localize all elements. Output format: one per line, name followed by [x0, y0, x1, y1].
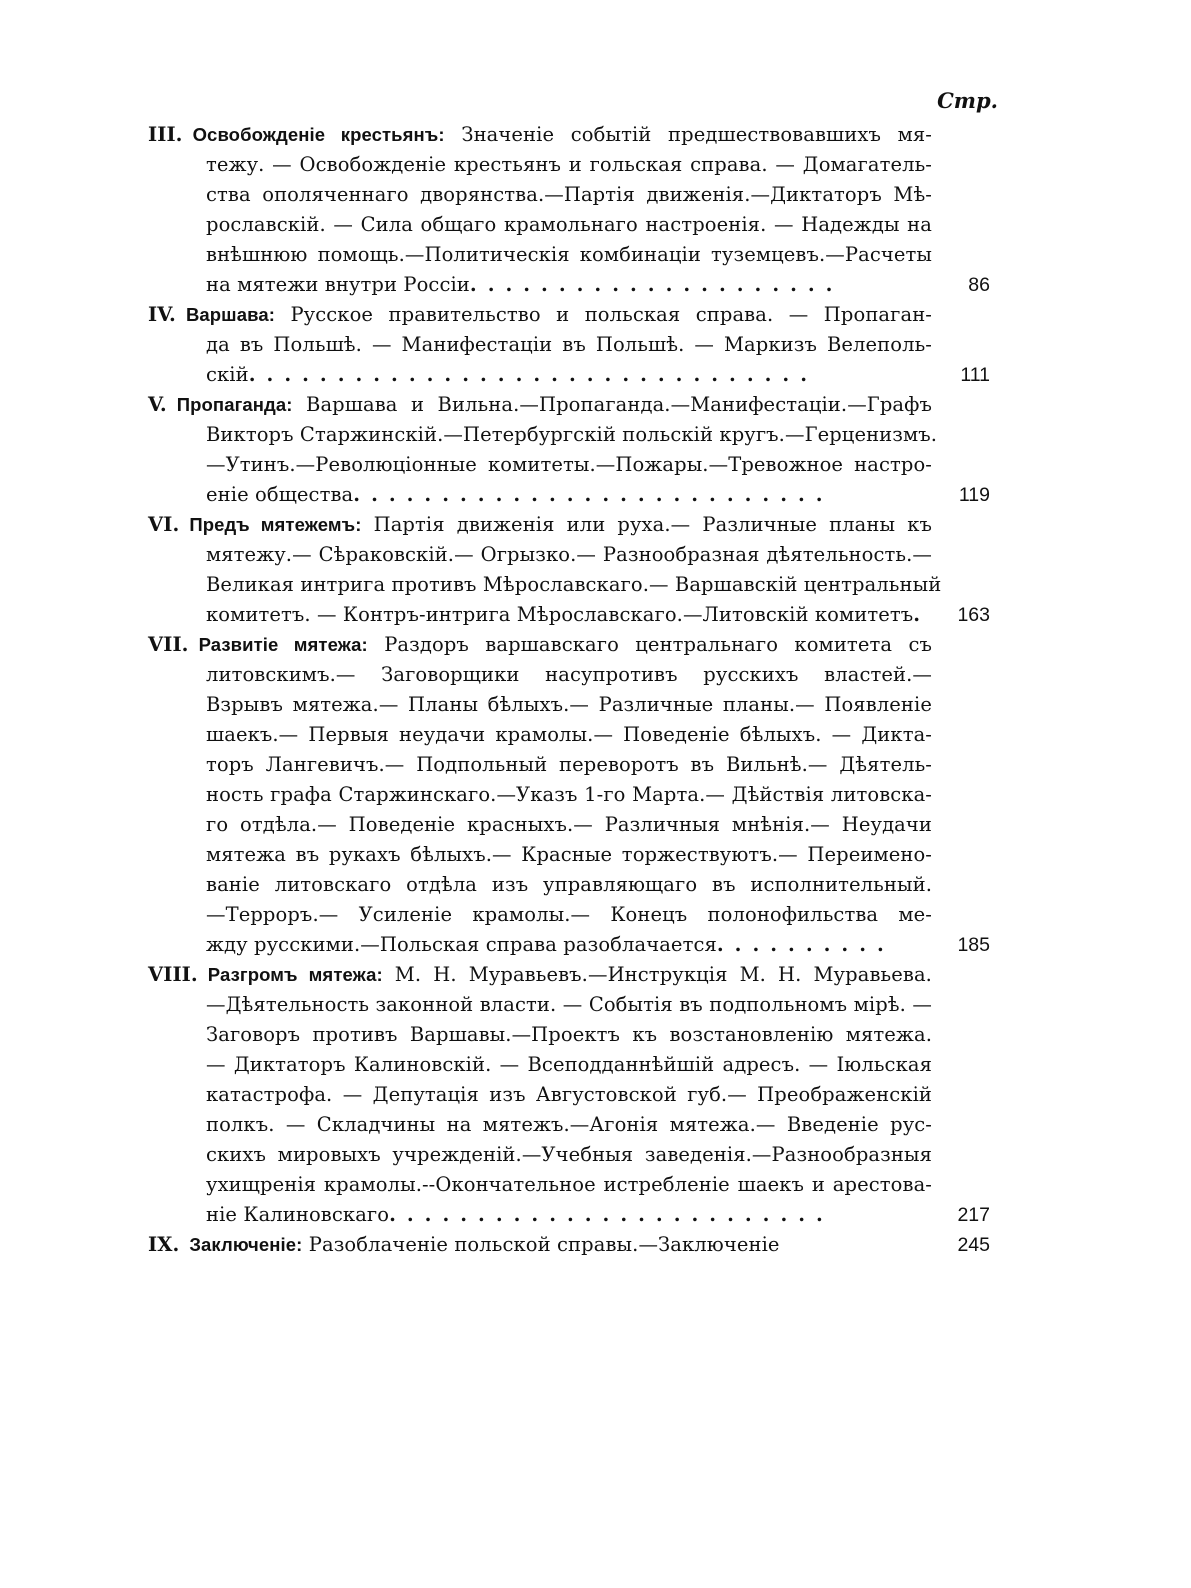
chapter-summary-line: ваніе литовскаго отдѣла изъ управляющаго въ исполнительный. — [206, 873, 932, 896]
toc-entry-first-line — [148, 120, 932, 150]
chapter-summary-line: ухищренія крамолы.--Окончательное истребленіе шаекъ и арестова- — [206, 1173, 932, 1196]
chapter-numeral: III. — [148, 123, 183, 146]
chapter-summary-line: еніе общества........................... — [206, 480, 932, 510]
chapter-summary-text: Раздоръ варшавскаго центральнаго комитета съ — [367, 633, 932, 656]
chapter-summary-line: —Терроръ.— Усиленіе крамолы.— Конецъ полонофильства ме- — [206, 903, 932, 926]
chapter-summary-text: Варшава и Вильна.—Пропаганда.—Манифестаціи.—Графъ — [292, 393, 932, 416]
chapter-summary-line: ніе Калиновскаго......................... — [206, 1200, 932, 1230]
toc-entry — [148, 1230, 990, 1260]
chapter-summary-line: Заговоръ противъ Варшавы.—Проектъ къ возстановленію мятежа. — [206, 1023, 932, 1046]
chapter-heading: Предъ мятежемъ: — [189, 514, 362, 535]
chapter-numeral: IV. — [148, 303, 176, 326]
toc-entry — [148, 300, 990, 390]
chapter-summary-line: мятежу.— Сѣраковскій.— Огрызко.— Разнообразная дѣятельность.— — [206, 543, 932, 566]
table-of-contents — [148, 120, 990, 1260]
toc-entry — [148, 960, 990, 1230]
toc-entry-first-line — [148, 300, 932, 330]
leader-dots: .......... — [716, 933, 895, 956]
page-number: 217 — [957, 1204, 990, 1226]
leader-dots: ........................... — [353, 483, 834, 506]
chapter-summary-line: мятежа въ рукахъ бѣлыхъ.— Красные торжествуютъ.— Переимено- — [206, 843, 932, 866]
chapter-summary-line: катастрофа. — Депутація изъ Августовской губ.— Преображенскій — [206, 1083, 932, 1106]
chapter-summary-line: внѣшнюю помощь.—Политическія комбинаціи туземцевъ.—Расчеты — [206, 243, 932, 266]
chapter-summary-line: Викторъ Старжинскій.—Петербургскій польскій кругъ.—Герценизмъ. — [206, 423, 938, 446]
leader-dots: ......................... — [389, 1203, 834, 1226]
chapter-summary-line: тежу. — Освобожденіе крестьянъ и гольская справа. — Домагатель- — [206, 153, 932, 176]
chapter-summary-line: —Утинъ.—Революціонные комитеты.—Пожары.—Тревожное настро- — [206, 453, 932, 476]
chapter-summary-line: Великая интрига противъ Мѣрославскаго.— Варшавскій центральный — [206, 573, 942, 596]
chapter-heading: Пропаганда: — [176, 394, 293, 415]
chapter-summary-line: на мятежи внутри Россіи..................... — [206, 270, 932, 300]
chapter-summary-line: комитетъ. — Контръ-интрига Мѣрославскаго.—Литовскій комитетъ. — [206, 600, 932, 630]
chapter-heading: Освобожденіе крестьянъ: — [192, 124, 445, 145]
chapter-summary-line: рославскій. — Сила общаго крамольнаго настроенія. — Надежды на — [206, 213, 932, 236]
chapter-summary-line: жду русскими.—Польская справа разоблачается.......... — [206, 930, 932, 960]
page-number: 245 — [957, 1234, 990, 1256]
chapter-heading: Заключеніе: — [189, 1234, 303, 1255]
toc-entry-first-line — [148, 510, 932, 540]
toc-entry — [148, 120, 990, 300]
chapter-summary-line: ства ополяченнаго дворянства.—Партія движенія.—Диктаторъ Мѣ- — [206, 183, 932, 206]
chapter-summary-line: скихъ мировыхъ учрежденій.—Учебныя заведенія.—Разнообразныя — [206, 1143, 932, 1166]
chapter-summary-text: Разоблаченіе польской справы.—Заключеніе — [302, 1233, 780, 1256]
page-number: 119 — [958, 484, 990, 506]
toc-entry — [148, 390, 990, 510]
chapter-summary-line: торъ Лангевичъ.— Подпольный переворотъ въ Вильнѣ.— Дѣятель- — [206, 753, 932, 776]
leader-dots: ................................ — [248, 363, 818, 386]
chapter-summary-line: го отдѣла.— Поведеніе красныхъ.— Различныя мнѣнія.— Неудачи — [206, 813, 932, 836]
chapter-summary-line: шаекъ.— Первыя неудачи крамолы.— Поведеніе бѣлыхъ. — Дикта- — [206, 723, 932, 746]
chapter-numeral: VII. — [148, 633, 189, 656]
toc-entry-first-line — [148, 960, 932, 990]
chapter-summary-line: да въ Польшѣ. — Манифестаціи въ Польшѣ. — Маркизъ Велеполь- — [206, 333, 932, 356]
chapter-summary-line: полкъ. — Складчины на мятежъ.—Агонія мятежа.— Введеніе рус- — [206, 1113, 932, 1136]
chapter-summary-line: — Диктаторъ Калиновскій. — Всеподданнѣйшій адресъ. — Іюльская — [206, 1053, 932, 1076]
chapter-summary-text: Партія движенія или руха.— Различные планы къ — [361, 513, 932, 536]
chapter-numeral: V. — [148, 393, 167, 416]
toc-entry — [148, 510, 990, 630]
chapter-numeral: IX. — [148, 1233, 180, 1256]
page-number: 111 — [960, 364, 990, 386]
chapter-summary-line: Взрывъ мятежа.— Планы бѣлыхъ.— Различные планы.— Появленіе — [206, 693, 932, 716]
chapter-summary-line: ность графа Старжинскаго.—Указъ 1-го Марта.— Дѣйствія литовска- — [206, 783, 932, 806]
chapter-summary-line: скій................................ — [206, 360, 932, 390]
leader-dots: ..................... — [469, 273, 844, 296]
chapter-heading: Варшава: — [185, 304, 275, 325]
chapter-heading: Развитіе мятежа: — [198, 634, 368, 655]
toc-entry-first-line — [148, 1230, 932, 1260]
chapter-summary-text: Значеніе событій предшествовавшихъ мя- — [444, 123, 932, 146]
chapter-summary-line: литовскимъ.— Заговорщики насупротивъ русскихъ властей.— — [206, 663, 932, 686]
chapter-numeral: VI. — [148, 513, 180, 536]
page-number: 185 — [957, 934, 990, 956]
chapter-summary-text: Русское правительство и польская справа. — Пропаган- — [274, 303, 932, 326]
chapter-summary-text: М. Н. Муравьевъ.—Инструкція М. Н. Муравьева. — [382, 963, 932, 986]
toc-entry — [148, 630, 990, 960]
page-number: 163 — [957, 604, 990, 626]
toc-entry-first-line — [148, 390, 932, 420]
toc-entry-first-line — [148, 630, 932, 660]
chapter-heading: Разгромъ мятежа: — [207, 964, 383, 985]
page-number: 86 — [968, 274, 990, 296]
chapter-numeral: VIII. — [148, 963, 198, 986]
page-column-label: Стр. — [937, 88, 998, 113]
leader-dots: . — [913, 603, 932, 626]
chapter-summary-line: —Дѣятельность законной власти. — Событія въ подпольномъ мірѣ. — — [206, 993, 932, 1016]
